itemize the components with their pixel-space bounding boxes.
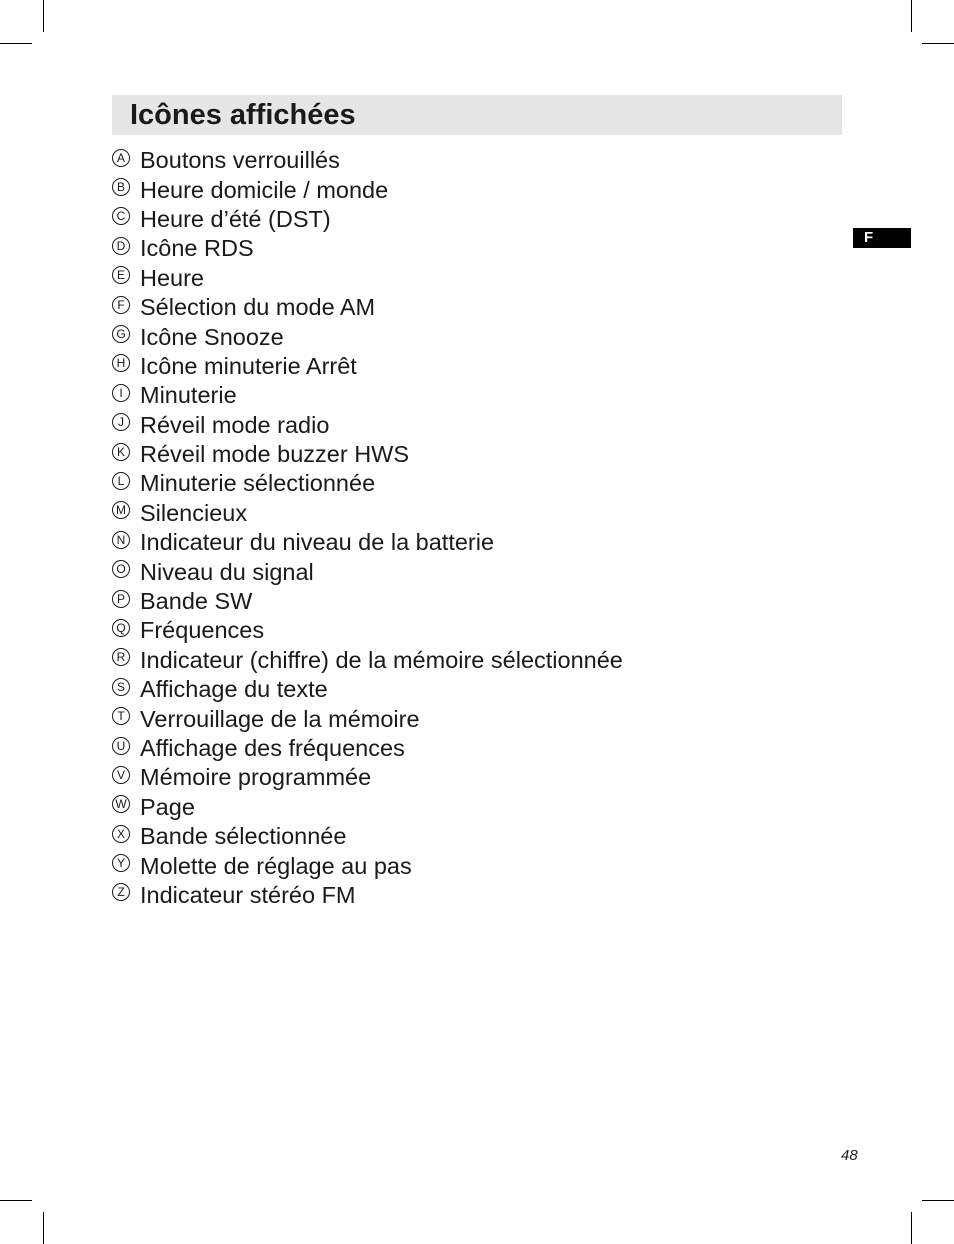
list-item: [112, 851, 623, 880]
list-item: [112, 499, 623, 528]
circled-letter-icon: S: [112, 678, 130, 696]
list-item: [112, 881, 623, 910]
circled-letter-icon: Y: [112, 854, 130, 872]
circled-letter-icon: N: [112, 531, 130, 549]
list-item: [112, 264, 623, 293]
list-item: [112, 587, 623, 616]
circled-letter-icon: B: [112, 178, 130, 196]
item-label: Minuterie: [140, 382, 237, 409]
circled-letter-icon: W: [112, 795, 130, 813]
list-item: [112, 734, 623, 763]
circled-letter-icon: M: [112, 501, 130, 519]
item-label: Indicateur (chiffre) de la mémoire sélectionnée: [140, 646, 623, 673]
circled-letter-icon: X: [112, 825, 130, 843]
icon-list: [112, 146, 623, 910]
item-label: Boutons verrouillés: [140, 147, 340, 174]
item-label: Affichage des fréquences: [140, 735, 405, 761]
item-label: Bande sélectionnée: [140, 823, 347, 850]
list-item: [112, 352, 623, 381]
circled-letter-icon: G: [112, 325, 130, 343]
crop-mark-top-left-vertical: [43, 0, 44, 32]
circled-letter-icon: U: [112, 737, 130, 755]
list-item: [112, 381, 623, 410]
circled-letter-icon: K: [112, 443, 130, 461]
section-title: Icônes affichées: [130, 99, 356, 131]
item-label: Fréquences: [140, 617, 265, 644]
item-label: Réveil mode radio: [140, 411, 330, 438]
list-item: [112, 411, 623, 440]
circled-letter-icon: I: [112, 384, 130, 402]
item-label: Verrouillage de la mémoire: [140, 705, 420, 732]
crop-mark-top-right-vertical: [911, 0, 912, 32]
item-label: Heure d’été (DST): [140, 205, 331, 232]
section-header: [112, 95, 842, 135]
list-item: [112, 322, 623, 351]
item-label: Heure domicile / monde: [140, 176, 389, 203]
crop-mark-bottom-right-vertical: [911, 1212, 912, 1244]
list-item: [112, 704, 623, 733]
crop-mark-bottom-right-horizontal: [922, 1200, 954, 1201]
crop-mark-bottom-left-vertical: [43, 1212, 44, 1244]
item-label: Indicateur stéréo FM: [140, 881, 356, 908]
circled-letter-icon: A: [112, 149, 130, 167]
list-item: [112, 293, 623, 322]
item-label: Bande SW: [140, 588, 253, 615]
list-item: [112, 793, 623, 822]
circled-letter-icon: R: [112, 648, 130, 666]
circled-letter-icon: P: [112, 590, 130, 608]
list-item: [112, 675, 623, 704]
list-item: [112, 763, 623, 792]
circled-letter-icon: D: [112, 237, 130, 255]
item-label: Indicateur du niveau de la batterie: [140, 529, 495, 556]
item-label: Minuterie sélectionnée: [140, 470, 376, 497]
item-label: Réveil mode buzzer HWS: [140, 441, 410, 468]
circled-letter-icon: Z: [112, 883, 130, 901]
circled-letter-icon: H: [112, 354, 130, 372]
circled-letter-icon: F: [112, 296, 130, 314]
list-item: [112, 528, 623, 557]
list-item: [112, 175, 623, 204]
circled-letter-icon: T: [112, 707, 130, 725]
list-item: [112, 469, 623, 498]
item-label: Page: [140, 793, 195, 820]
circled-letter-icon: J: [112, 413, 130, 431]
item-label: Heure: [140, 264, 205, 291]
item-label: Niveau du signal: [140, 558, 314, 585]
circled-letter-icon: E: [112, 266, 130, 284]
list-item: [112, 146, 623, 175]
list-item: [112, 234, 623, 263]
list-item: [112, 205, 623, 234]
item-label: Icône Snooze: [140, 323, 284, 350]
item-label: Silencieux: [140, 499, 248, 526]
item-label: Icône RDS: [140, 235, 254, 262]
circled-letter-icon: Q: [112, 619, 130, 637]
circled-letter-icon: L: [112, 472, 130, 490]
language-tab: F: [853, 228, 911, 248]
crop-mark-bottom-left-horizontal: [0, 1200, 32, 1201]
list-item: [112, 557, 623, 586]
list-item: [112, 616, 623, 645]
list-item: [112, 646, 623, 675]
list-item: [112, 440, 623, 469]
item-label: Icône minuterie Arrêt: [140, 352, 357, 379]
list-item: [112, 822, 623, 851]
page-number: 48: [841, 1147, 858, 1164]
circled-letter-icon: C: [112, 207, 130, 225]
item-label: Mémoire programmée: [140, 764, 372, 791]
circled-letter-icon: O: [112, 560, 130, 578]
crop-mark-top-right-horizontal: [922, 43, 954, 44]
item-label: Affichage du texte: [140, 676, 328, 703]
item-label: Molette de réglage au pas: [140, 852, 412, 879]
item-label: Sélection du mode AM: [140, 294, 376, 321]
circled-letter-icon: V: [112, 766, 130, 784]
crop-mark-top-left-horizontal: [0, 43, 32, 44]
